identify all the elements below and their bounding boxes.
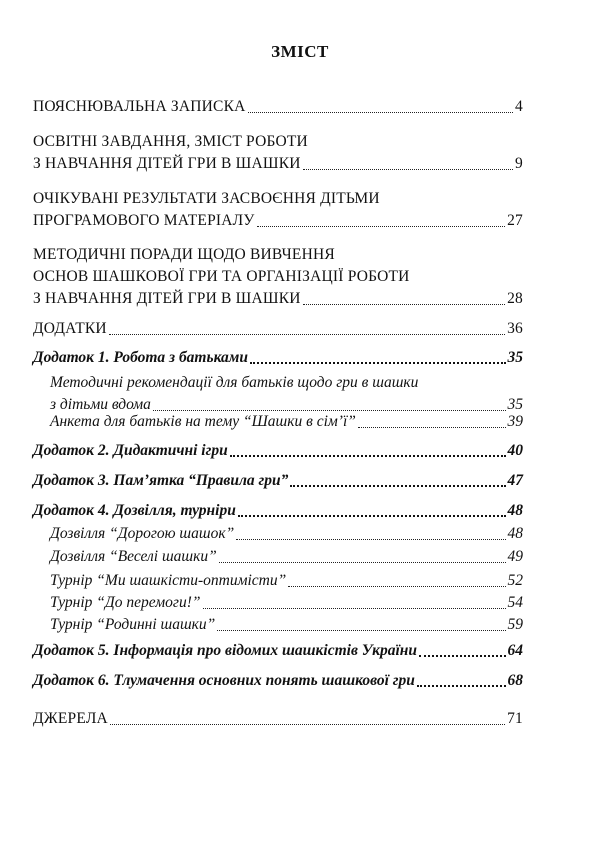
toc-page-number: 40 — [507, 442, 523, 459]
toc-page-number: 64 — [507, 642, 523, 659]
toc-entry-title: ПРОГРАМОВОГО МАТЕРІАЛУ — [33, 212, 255, 229]
toc-page-number: 4 — [515, 98, 523, 115]
toc-entry-title: Дозвілля “Веселі шашки” — [50, 548, 217, 565]
dot-leader — [419, 655, 505, 657]
toc-page-number: 52 — [507, 572, 523, 589]
toc-page-number: 54 — [507, 594, 523, 611]
dot-leader — [303, 304, 505, 305]
dot-leader — [217, 630, 505, 631]
toc-entry — [33, 470, 523, 492]
dot-leader — [219, 562, 506, 563]
toc-page-number: 48 — [507, 525, 523, 542]
toc-page-number: 48 — [507, 502, 523, 519]
toc-page-number: 39 — [507, 413, 523, 430]
toc-entry-title: ДОДАТКИ — [33, 320, 107, 337]
dot-leader — [358, 427, 506, 428]
toc-entry-title: Анкета для батьків на тему “Шашки в сім’ї” — [50, 413, 356, 430]
toc-entry — [33, 244, 523, 310]
toc-entry-line: ОЧІКУВАНІ РЕЗУЛЬТАТИ ЗАСВОЄННЯ ДІТЬМИ — [33, 190, 380, 207]
toc-entry-title: Дозвілля “Дорогою шашок” — [50, 525, 235, 542]
toc-entry-title: З НАВЧАННЯ ДІТЕЙ ГРИ В ШАШКИ — [33, 290, 301, 307]
toc-page-number: 47 — [507, 472, 523, 489]
dot-leader — [236, 539, 505, 540]
toc-entry-title: ПОЯСНЮВАЛЬНА ЗАПИСКА — [33, 98, 246, 115]
toc-entry-title: Турнір “До перемоги!” — [50, 594, 201, 611]
toc-entry-line: Методичні рекомендації для батьків щодо гри в шашки — [50, 374, 419, 391]
toc-entry — [33, 131, 523, 175]
toc-entry-title: Додаток 2. Дидактичні ігри — [33, 442, 228, 459]
dot-leader — [257, 226, 506, 227]
toc-entry — [33, 318, 523, 340]
toc-entry — [50, 523, 523, 545]
dot-leader — [250, 362, 505, 364]
dot-leader — [109, 334, 505, 335]
toc-entry-title: Додаток 5. Інформація про відомих шашкістів України — [33, 642, 418, 659]
toc-entry-title: Додаток 4. Дозвілля, турніри — [33, 502, 236, 519]
toc-page-number: 27 — [507, 212, 523, 229]
toc-entry — [50, 614, 523, 636]
dot-leader — [230, 455, 506, 457]
toc-entry-title: Додаток 3. Пам’ятка “Правила гри” — [33, 472, 289, 489]
toc-entry — [33, 440, 523, 462]
page-title: ЗМІСТ — [271, 42, 329, 61]
toc-page-number: 28 — [507, 290, 523, 307]
dot-leader — [248, 112, 514, 113]
toc-entry-title: Додаток 1. Робота з батьками — [33, 349, 249, 366]
toc-entry — [33, 500, 523, 522]
toc-entry-title: Додаток 6. Тлумачення основних понять шашкової гри — [33, 672, 415, 689]
dot-leader — [110, 724, 505, 725]
toc-entry — [33, 347, 523, 369]
toc-entry-title: ДЖЕРЕЛА — [33, 710, 108, 727]
toc-entry-line: ОСНОВ ШАШКОВОЇ ГРИ ТА ОРГАНІЗАЦІЇ РОБОТИ — [33, 268, 410, 285]
toc-entry-title: Турнір “Ми шашкісти-оптимісти” — [50, 572, 287, 589]
dot-leader — [417, 685, 506, 687]
toc-entry — [33, 708, 523, 730]
toc-entry-line: МЕТОДИЧНІ ПОРАДИ ЩОДО ВИВЧЕННЯ — [33, 246, 335, 263]
dot-leader — [203, 608, 506, 609]
dot-leader — [303, 169, 513, 170]
toc-page-number: 71 — [507, 710, 523, 727]
toc-entry — [50, 372, 523, 416]
toc-page-number: 59 — [507, 616, 523, 633]
toc-page-number: 35 — [507, 396, 523, 413]
toc-entry — [33, 188, 523, 232]
dot-leader — [288, 586, 505, 587]
toc-page-number: 68 — [507, 672, 523, 689]
toc-entry-title: З НАВЧАННЯ ДІТЕЙ ГРИ В ШАШКИ — [33, 155, 301, 172]
toc-entry-line: ОСВІТНІ ЗАВДАННЯ, ЗМІСТ РОБОТИ — [33, 133, 308, 150]
toc-entry — [50, 570, 523, 592]
toc-page-number: 35 — [507, 349, 523, 366]
toc-entry-title: Турнір “Родинні шашки” — [50, 616, 216, 633]
toc-entry — [33, 96, 523, 118]
toc-entry-title: з дітьми вдома — [50, 396, 151, 413]
toc-entry — [33, 670, 523, 692]
dot-leader — [238, 515, 506, 517]
toc-page-number: 9 — [515, 155, 523, 172]
toc-entry — [50, 592, 523, 614]
toc-entry — [50, 411, 523, 433]
dot-leader — [290, 485, 505, 487]
toc-entry — [33, 640, 523, 662]
toc-page-number: 36 — [507, 320, 523, 337]
toc-entry — [50, 546, 523, 568]
toc-page-number: 49 — [507, 548, 523, 565]
